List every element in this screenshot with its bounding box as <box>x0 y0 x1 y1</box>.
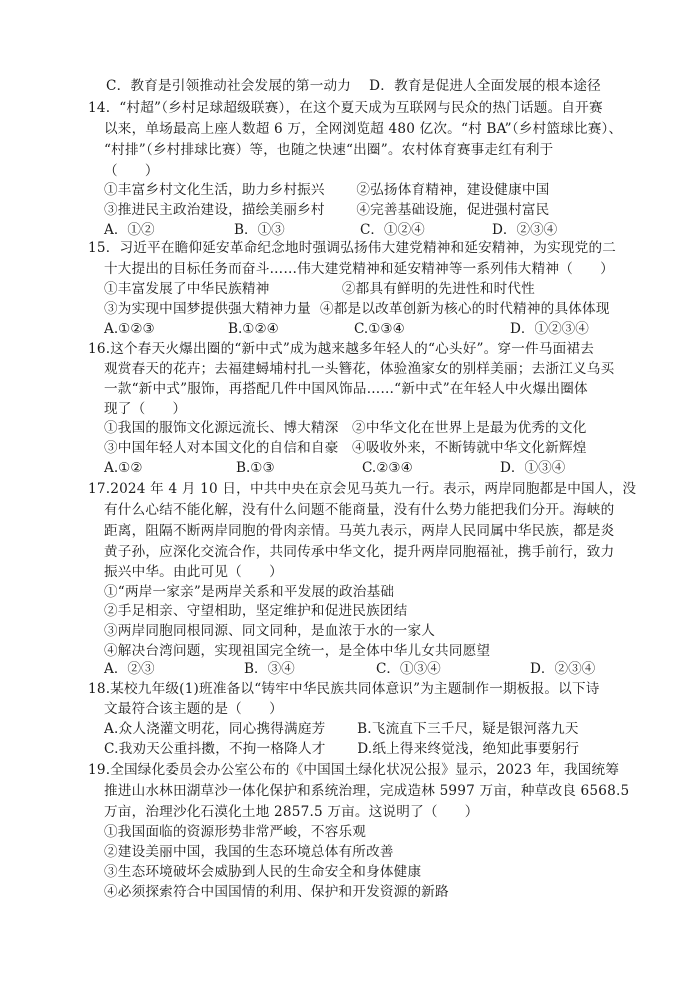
option-d: D．①②③④ <box>510 321 589 337</box>
option-c: C．①③④ <box>376 661 441 677</box>
q16-stem-line: 观赏春天的花卉；去福建蟳埔村扎一头簪花，体验渔家女的别样美丽；去浙江义乌买 <box>104 361 615 377</box>
option-a: A.①②③ <box>104 321 155 337</box>
q13-options-cd: C．教育是引领推动社会发展的第一动力 D．教育是促进人全面发展的根本途径 <box>106 78 601 94</box>
q17-stem-line: 振兴中华。由此可见（ ） <box>104 564 283 580</box>
option-b: B.①③ <box>236 460 275 476</box>
q14-stem-line: “村排”（乡村排球比赛）等，也随之快速“出圈”。农村体育赛事走红有利于 <box>104 142 554 158</box>
q19-stem-line: 19.全国绿化委员会办公室公布的《中国国土绿化状况公报》显示，2023 年，我国统筹 <box>88 762 620 778</box>
q16-stem-line: 一款“新中式”服饰，再搭配几件中国风饰品……“新中式”在年轻人中火爆出圈体 <box>104 381 588 397</box>
q15-options <box>104 319 664 339</box>
q16-stem-line: 16.这个春天火爆出圈的“新中式”成为越来越多年轻人的“心头好”。穿一件马面裙去 <box>88 341 595 357</box>
option-d: D．②③④ <box>492 222 558 238</box>
q19-statement-line: ③生态环境破坏会威胁到人民的生命安全和身体健康 <box>104 864 422 880</box>
q17-statement-line: ③两岸同胞同根同源、同文同种，是血浓于水的一家人 <box>104 623 436 639</box>
option-c: C．①②④ <box>360 222 425 238</box>
q17-statement-line: ④解决台湾问题，实现祖国完全统一，是全体中华儿女共同愿望 <box>104 643 491 659</box>
q15-stem-line: 十大提出的目标任务而奋斗……伟大建党精神和延安精神等一系列伟大精神（ ） <box>104 261 614 277</box>
q14-answer-blank: （ ） <box>104 163 159 179</box>
q16-statement-line: ①我国的服饰文化源远流长、博大精深 ②中华文化在世界上是最为优秀的文化 <box>104 420 587 436</box>
option-d: D．②③④ <box>530 661 596 677</box>
option-c: C.②③④ <box>362 460 413 476</box>
q17-stem-line: 17.2024 年 4 月 10 日，中共中央在京会见马英九一行。表示，两岸同胞都是中国人，没 <box>88 481 637 497</box>
option-b: B.①②④ <box>228 321 279 337</box>
q14-statement-line: ③推进民主政治建设，描绘美丽乡村 ④完善基础设施，促进强村富民 <box>104 202 550 218</box>
q18-options-cd: C.我劝天公重抖擞，不拘一格降人才 D.纸上得来终觉浅，绝知此事要躬行 <box>104 741 580 757</box>
option-b: B．①③ <box>234 222 285 238</box>
q17-stem-line: 距离，阻隔不断两岸同胞的骨肉亲情。马英九表示，两岸人民同属中华民族，都是炎 <box>104 523 615 539</box>
q14-stem-line: 14. “村超”（乡村足球超级联赛），在这个夏天成为互联网与民众的热门话题。自开赛 <box>88 100 603 116</box>
q16-options <box>104 458 664 478</box>
q19-statement-line: ①我国面临的资源形势非常严峻，不容乐观 <box>104 824 367 840</box>
q14-stem-line: 以来，单场最高上座人数超 6 万，全网浏览超 480 亿次。“村 BA”（乡村篮球比赛）、 <box>104 121 623 137</box>
option-b: B．③④ <box>244 661 295 677</box>
q19-statement-line: ②建设美丽中国，我国的生态环境总体有所改善 <box>104 844 394 860</box>
q19-stem-line: 推进山水林田湖草沙一体化保护和系统治理，完成造林 5997 万亩，种草改良 6568.5 <box>104 783 630 799</box>
q19-statement-line: ④必须探索符合中国国情的利用、保护和开发资源的新路 <box>104 884 449 900</box>
q18-options-ab: A.众人浇灌文明花，同心携得满庭芳 B.飞流直下三千尺，疑是银河落九天 <box>104 721 579 737</box>
q16-stem-line: 现了（ ） <box>104 401 187 417</box>
q15-statement-line: ①丰富发展了中华民族精神 ②都具有鲜明的先进性和时代性 <box>104 281 535 297</box>
q16-statement-line: ③中国年轻人对本国文化的自信和自豪 ④吸收外来，不断铸就中华文化新辉煌 <box>104 440 587 456</box>
q14-options <box>104 220 664 240</box>
option-a: A.①② <box>104 460 143 476</box>
q18-stem-line: 文最符合该主题的是（ ） <box>104 701 283 717</box>
option-a: A．①② <box>104 222 155 238</box>
q15-stem-line: 15．习近平在瞻仰延安革命纪念地时强调弘扬伟大建党精神和延安精神，为实现党的二 <box>88 240 617 256</box>
option-a: A．②③ <box>104 661 155 677</box>
q17-options <box>104 659 664 679</box>
q17-stem-line: 有什么心结不能化解，没有什么问题不能商量，没有什么势力能把我们分开。海峡的 <box>104 502 615 518</box>
option-c: C.①③④ <box>354 321 405 337</box>
q18-stem-line: 18.某校九年级(1)班准备以“铸牢中华民族共同体意识”为主题制作一期板报。以下诗 <box>88 681 600 697</box>
q14-statement-line: ①丰富乡村文化生活，助力乡村振兴 ②弘扬体育精神，建设健康中国 <box>104 182 550 198</box>
q19-stem-line: 万亩，治理沙化石漠化土地 2857.5 万亩。这说明了（ ） <box>104 804 479 820</box>
q15-statement-line: ③为实现中国梦提供强大精神力量 ④都是以改革创新为核心的时代精神的具体体现 <box>104 301 610 317</box>
option-d: D．①③④ <box>500 460 566 476</box>
q17-stem-line: 黄子孙，应深化交流合作，共同传承中华文化，提升两岸同胞福祉，携手前行，致力 <box>104 544 615 560</box>
q17-statement-line: ①“两岸一家亲”是两岸关系和平发展的政治基础 <box>104 584 395 600</box>
q17-statement-line: ②手足相亲、守望相助，坚定维护和促进民族团结 <box>104 603 408 619</box>
